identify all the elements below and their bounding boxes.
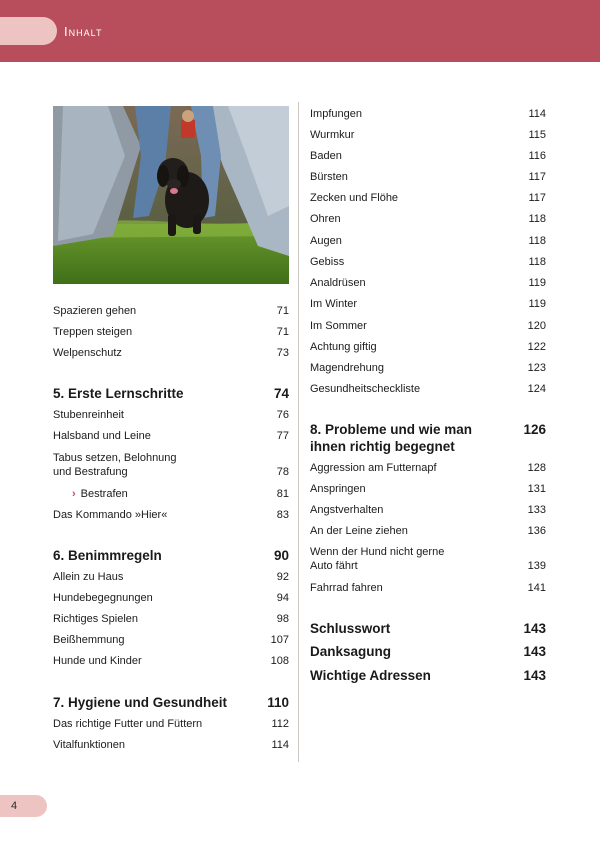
toc-subentry[interactable] <box>53 487 289 501</box>
toc-chapter-page: 74 <box>273 386 289 401</box>
toc-entry-page: 114 <box>271 739 289 751</box>
toc-entry[interactable] <box>53 612 289 626</box>
toc-entry[interactable] <box>53 325 289 339</box>
toc-entry[interactable] <box>310 191 546 205</box>
toc-entry-page: 77 <box>276 430 289 442</box>
toc-entry-page: 118 <box>528 235 546 247</box>
page-number-tab <box>0 795 47 817</box>
toc-entry-label: Aggression am Futternapf <box>310 462 437 474</box>
toc-entry[interactable] <box>310 149 546 163</box>
toc-chapter-page: 143 <box>523 644 546 659</box>
toc-entry-label: Analdrüsen <box>310 277 366 289</box>
toc-entry-page: 118 <box>528 256 546 268</box>
toc-chapter-page: 90 <box>273 548 289 563</box>
toc-chapter-page: 110 <box>267 695 289 710</box>
toc-chapter-title: 7. Hygiene und Gesundheit <box>53 695 228 710</box>
puppy-photo <box>53 106 289 284</box>
toc-entry-label: Achtung giftig <box>310 341 377 353</box>
toc-entry-page: 139 <box>527 560 546 572</box>
toc-entry[interactable] <box>310 297 546 311</box>
toc-entry-label-line2: und Bestrafung <box>53 466 128 478</box>
page-title: Inhalt <box>64 24 103 39</box>
toc-entry[interactable] <box>53 408 289 422</box>
toc-entry-label: Im Winter <box>310 298 358 310</box>
toc-entry-label: Anspringen <box>310 483 366 495</box>
toc-entry-label: Im Sommer <box>310 320 367 332</box>
toc-subentry-text: Bestrafen <box>80 488 128 500</box>
toc-entry-label <box>53 487 265 501</box>
toc-entry-page: 116 <box>528 150 546 162</box>
toc-chapter-page: 126 <box>523 422 546 437</box>
toc-entry[interactable] <box>310 382 546 396</box>
toc-entry-label: Angstverhalten <box>310 504 384 516</box>
toc-entry-page: 76 <box>276 409 289 421</box>
toc-entry-label: Fahrrad fahren <box>310 582 383 594</box>
toc-entry-label: Impfungen <box>310 108 362 120</box>
toc-entry-page: 98 <box>276 613 289 625</box>
toc-entry-label <box>53 451 265 479</box>
toc-entry[interactable] <box>310 581 546 595</box>
toc-entry-label: Wurmkur <box>310 129 355 141</box>
toc-entry-label: Baden <box>310 150 342 162</box>
toc-entry-page: 83 <box>276 509 289 521</box>
toc-entry-label: Gesundheitscheckliste <box>310 383 421 395</box>
toc-entry-page: 92 <box>276 571 289 583</box>
toc-chapter-title-line2: ihnen richtig begegnet <box>310 439 455 454</box>
toc-entry[interactable] <box>310 545 546 573</box>
toc-entry-page: 117 <box>528 171 546 183</box>
toc-chapter-title: Schlusswort <box>310 621 391 636</box>
toc-entry-label: An der Leine ziehen <box>310 525 408 537</box>
toc-entry-page: 118 <box>528 213 546 225</box>
toc-entry[interactable] <box>310 503 546 517</box>
toc-entry[interactable] <box>310 482 546 496</box>
toc-entry-page: 71 <box>276 305 289 317</box>
toc-entry-label <box>310 545 522 573</box>
column-divider <box>298 102 299 762</box>
toc-entry-page: 71 <box>276 326 289 338</box>
toc-entry-page: 122 <box>527 341 546 353</box>
toc-entry-page: 108 <box>270 655 289 667</box>
toc-entry[interactable] <box>53 570 289 584</box>
toc-entry-page: 136 <box>527 525 546 537</box>
toc-entry-page: 119 <box>528 298 546 310</box>
toc-entry-label-line1: Tabus setzen, Belohnung <box>53 452 177 464</box>
toc-entry-label: Welpenschutz <box>53 347 122 359</box>
toc-entry-page: 73 <box>276 347 289 359</box>
toc-entry-page: 114 <box>528 108 546 120</box>
toc-chapter-title: 5. Erste Lernschritte <box>53 386 184 401</box>
header-tab-marker <box>0 17 57 45</box>
toc-entry-label: Zecken und Flöhe <box>310 192 399 204</box>
toc-entry-page: 81 <box>276 488 289 500</box>
toc-entry-label: Das Kommando »Hier« <box>53 509 168 521</box>
toc-entry[interactable] <box>53 451 289 479</box>
toc-entry-label: Vitalfunktionen <box>53 739 125 751</box>
toc-entry-label-line2: Auto fährt <box>310 560 358 572</box>
toc-chapter-title: Danksagung <box>310 644 392 659</box>
toc-entry[interactable] <box>53 738 289 752</box>
toc-chapter[interactable] <box>53 547 289 564</box>
toc-entry-label: Beißhemmung <box>53 634 125 646</box>
toc-entry-label: Hundebegegnungen <box>53 592 153 604</box>
toc-chapter[interactable] <box>310 667 546 684</box>
toc-entry-label: Richtiges Spielen <box>53 613 138 625</box>
toc-entry-label: Gebiss <box>310 256 345 268</box>
toc-entry-page: 119 <box>528 277 546 289</box>
toc-entry-label: Treppen steigen <box>53 326 133 338</box>
toc-chapter[interactable] <box>53 694 289 711</box>
toc-entry-page: 133 <box>527 504 546 516</box>
toc-chapter[interactable] <box>310 421 546 455</box>
toc-entry[interactable] <box>310 319 546 333</box>
toc-entry-page: 78 <box>276 466 289 478</box>
toc-entry-label: Das richtige Futter und Füttern <box>53 718 203 730</box>
toc-entry-label: Allein zu Haus <box>53 571 124 583</box>
toc-entry-page: 131 <box>527 483 546 495</box>
toc-entry-page: 123 <box>527 362 546 374</box>
toc-entry-label: Hunde und Kinder <box>53 655 142 667</box>
toc-entry-page: 117 <box>528 192 546 204</box>
toc-entry-label: Ohren <box>310 213 341 225</box>
toc-entry[interactable] <box>310 128 546 142</box>
toc-entry[interactable] <box>310 524 546 538</box>
toc-entry[interactable] <box>53 508 289 522</box>
toc-entry-page: 115 <box>528 129 546 141</box>
toc-entry[interactable] <box>53 346 289 360</box>
toc-chapter[interactable] <box>310 620 546 637</box>
toc-entry[interactable] <box>310 461 546 475</box>
toc-entry[interactable] <box>310 361 546 375</box>
toc-entry[interactable] <box>310 212 546 226</box>
toc-entry[interactable] <box>53 429 289 443</box>
page-number: 4 <box>11 800 18 812</box>
toc-entry-page: 128 <box>527 462 546 474</box>
toc-entry[interactable] <box>310 107 546 121</box>
toc-entry-label: Stubenreinheit <box>53 409 124 421</box>
toc-entry-page: 141 <box>527 582 546 594</box>
toc-entry-label-line1: Wenn der Hund nicht gerne <box>310 546 445 558</box>
toc-chapter-title-line1: 8. Probleme und wie man <box>310 422 473 437</box>
toc-entry[interactable] <box>310 170 546 184</box>
toc-entry[interactable] <box>310 234 546 248</box>
toc-entry-page: 124 <box>527 383 546 395</box>
toc-entry-page: 94 <box>276 592 289 604</box>
toc-chapter-title: 6. Benimmregeln <box>53 548 162 563</box>
toc-entry[interactable] <box>53 633 289 647</box>
toc-entry[interactable] <box>53 717 289 731</box>
toc-chapter-title: Wichtige Adressen <box>310 668 431 683</box>
toc-chapter-page: 143 <box>523 668 546 683</box>
toc-chapter-page: 143 <box>523 621 546 636</box>
toc-entry-label: Bürsten <box>310 171 348 183</box>
toc-entry-page: 112 <box>271 718 289 730</box>
toc-entry[interactable] <box>310 340 546 354</box>
toc-entry-label: Magendrehung <box>310 362 385 374</box>
toc-entry[interactable] <box>310 276 546 290</box>
toc-entry-label: Halsband und Leine <box>53 430 151 442</box>
toc-entry[interactable] <box>53 591 289 605</box>
toc-entry-page: 120 <box>527 320 546 332</box>
toc-entry-label: Spazieren gehen <box>53 305 137 317</box>
toc-chapter[interactable] <box>310 643 546 660</box>
toc-entry-label: Augen <box>310 235 342 247</box>
toc-entry[interactable] <box>310 255 546 269</box>
chevron-right-icon: › <box>72 488 76 500</box>
toc-entry[interactable] <box>53 304 289 318</box>
toc-entry[interactable] <box>53 654 289 668</box>
toc-chapter[interactable] <box>53 385 289 402</box>
toc-chapter-title <box>310 421 523 455</box>
toc-entry-page: 107 <box>270 634 289 646</box>
